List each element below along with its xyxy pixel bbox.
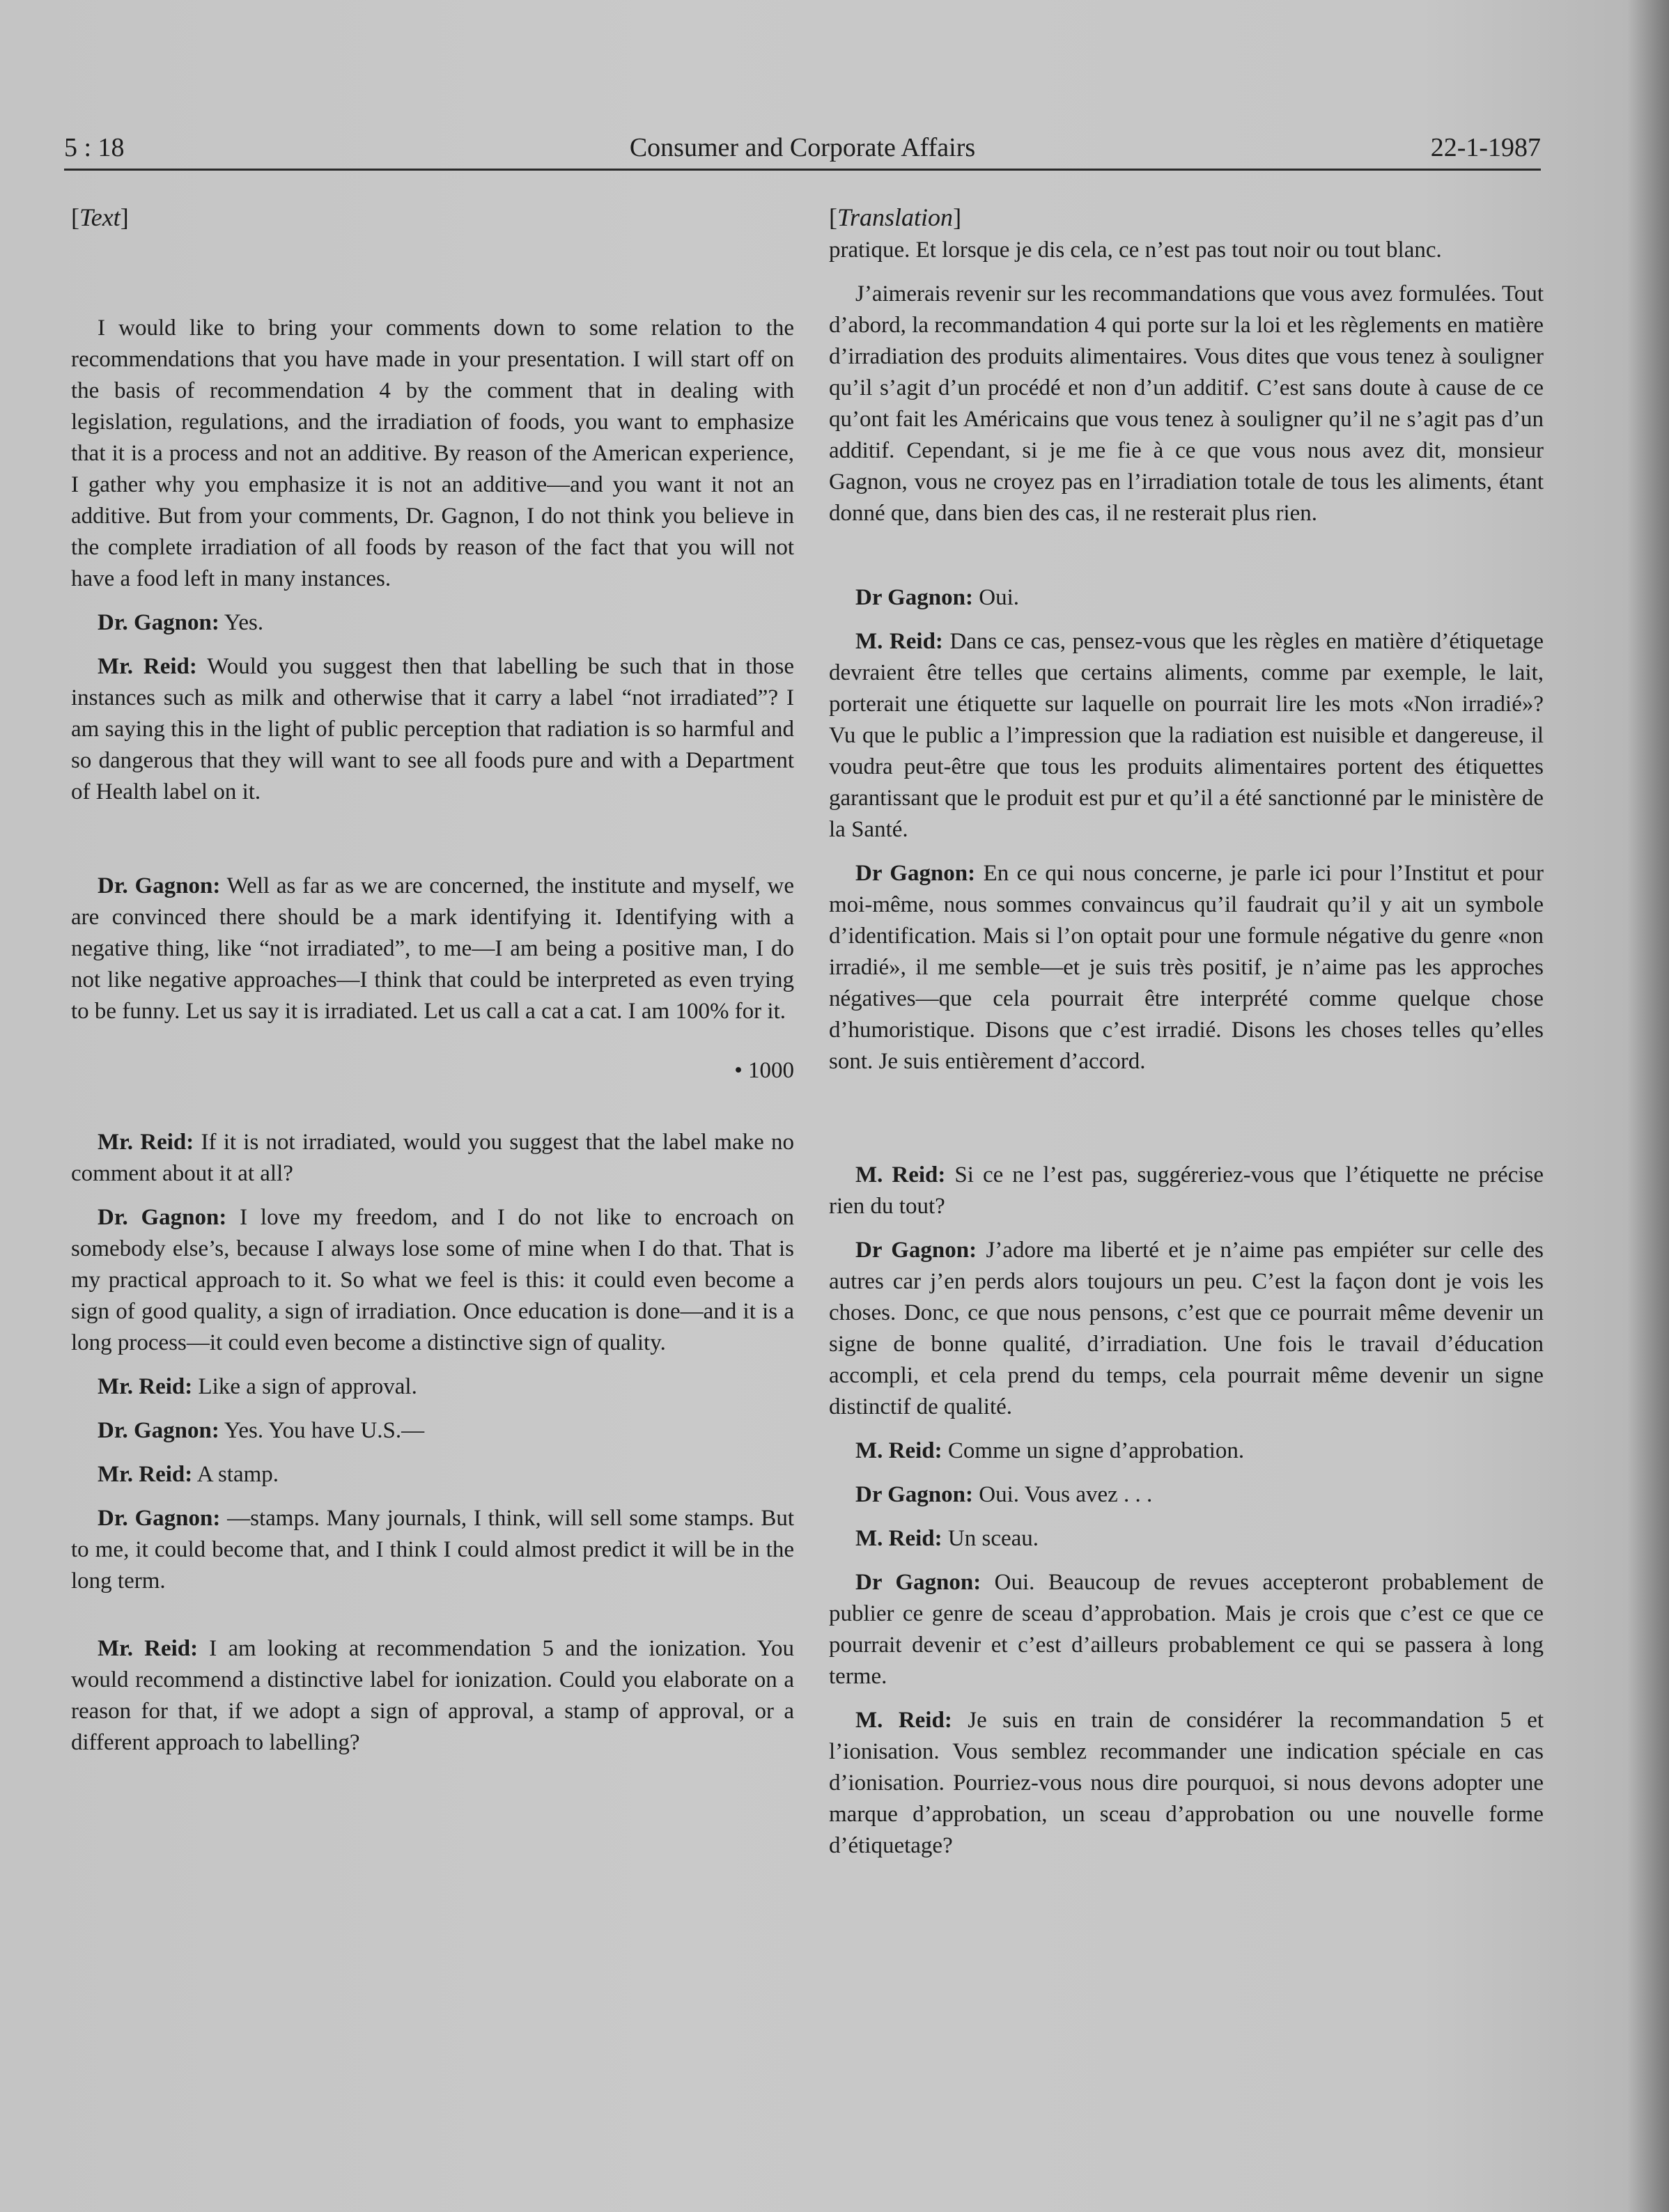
paragraph: M. Reid: Si ce ne l’est pas, suggéreriez-vous que l’étiquette ne précise rien du tout? [829,1162,1544,1219]
speaker-name: Dr Gagnon: [855,1570,981,1595]
speaker-name: M. Reid: [855,1438,942,1463]
paragraph: Dr Gagnon: J’adore ma liberté et je n’aime pas empiéter sur celle des autres car j’en perds alors toujours un peu. C’est la façon dont je vois les choses. Donc, ce que nous pensons, c’est que ce pourrait même devenir un signe de bonne qualité, d’irradiation. Une fois le travail d’éducation accompli, et cela prend du temps, cela pourrait même devenir un signe distinctif de qualité. [829,1238,1544,1419]
page-header [64,132,1541,171]
speaker-name: Dr. Gagnon: [98,1418,219,1443]
speaker-name: Dr Gagnon: [855,585,973,610]
paragraph: Dr Gagnon: Oui. [855,585,1019,610]
speaker-name: Dr. Gagnon: [98,1205,227,1230]
speaker-name: M. Reid: [855,1162,946,1187]
speaker-name: Dr Gagnon: [855,861,976,886]
text-label: [Text] [71,203,129,231]
speaker-name: Dr Gagnon: [855,1238,977,1263]
speaker-name: M. Reid: [855,1708,952,1733]
paragraph: M. Reid: Comme un signe d’approbation. [855,1438,1245,1463]
paragraph: J’aimerais revenir sur les recommandations que vous avez formulées. Tout d’abord, la recommandation 4 qui porte sur la loi et les règlements en matière d’irradiation des produits alimentaires. Vous dites que vous tenez à souligner qu’il s’agit d’un procédé et non d’un additif. C’est sans doute à cause de ce qu’ont fait les Américains que vous tenez à souligner qu’il ne s’agit pas d’un additif. Cependant, si je me fie à ce que vous nous avez dit, monsieur Gagnon, vous ne croyez pas en l’irradiation totale de tous les aliments, étant donné que, dans bien des cas, il ne resterait plus rien. [829,281,1544,526]
paragraph: Dr. Gagnon: Yes. [98,610,264,635]
paragraph: Mr. Reid: Would you suggest then that labelling be such that in those instances such as milk and otherwise that it carry a label “not irradiated”? I am saying this in the light of public perception that radiation is so harmful and so dangerous that they will want to see all foods pure and with a Department of Health label on it. [71,654,794,804]
paragraph: Dr Gagnon: En ce qui nous concerne, je parle ici pour l’Institut et pour moi-même, nous sommes convaincus qu’il faudrait qu’il y ait un symbole d’identification. Mais si l’on optait pour une formule négative du genre «non irradié», il me semble—et je suis très positif, je n’aime pas les approches négatives—que cela pourrait être interprété comme quelque chose d’humoristique. Disons que c’est irradié. Disons les choses telles qu’elles sont. Je suis entièrement d’accord. [829,861,1544,1074]
speaker-name: Mr. Reid: [98,1636,199,1661]
page-edge-shadow [1627,0,1669,2212]
paragraph: M. Reid: Je suis en train de considérer la recommandation 5 et l’ionisation. Vous semblez recommander une indication spéciale en cas d’ionisation. Pourriez-vous nous dire pourquoi, si nous devons adopter une marque d’approbation, un sceau d’approbation ou une nouvelle forme d’étiquetage? [829,1708,1544,1858]
translation-label: [Translation] [829,203,962,231]
paragraph: Mr. Reid: I am looking at recommendation 5 and the ionization. You would recommend a distinctive label for ionization. Could you elaborate on a reason for that, if we adopt a sign of approval, a stamp of approval, or a different approach to labelling? [71,1636,794,1755]
speaker-name: Dr. Gagnon: [98,1506,221,1531]
paragraph: Dr. Gagnon: Yes. You have U.S.— [98,1418,425,1443]
paragraph: Mr. Reid: If it is not irradiated, would you suggest that the label make no comment about it at all? [71,1130,794,1186]
speaker-name: Mr. Reid: [98,654,197,679]
paragraph: Dr. Gagnon: —stamps. Many journals, I think, will sell some stamps. But to me, it could become that, and I think I could almost predict it will be in the long term. [71,1506,795,1594]
paragraph: I would like to bring your comments down to some relation to the recommendations that you have made in your presentation. I will start off on the basis of recommendation 4 by the comment that in dealing with legislation, regulations, and the irradiation of foods, you want to emphasize that it is a process and not an additive. By reason of the American experience, I gather why you emphasize it is not an additive—and you want it not an additive. But from your comments, Dr. Gagnon, I do not think you believe in the complete irradiation of all foods by reason of the fact that you will not have a food left in many instances. [71,316,794,591]
continuation-paragraph: pratique. Et lorsque je dis cela, ce n’est pas tout noir ou tout blanc. [829,237,1442,263]
speaker-name: Mr. Reid: [98,1130,194,1155]
speaker-name: Dr Gagnon: [855,1482,973,1507]
committee-title: Consumer and Corporate Affairs [629,133,976,162]
paragraph: Dr Gagnon: Oui. Vous avez . . . [855,1482,1153,1507]
speaker-name: M. Reid: [855,1526,942,1551]
header-date: 22-1-1987 [1430,133,1541,162]
english-column [71,202,794,1774]
page-number: 5 : 18 [64,133,125,162]
speaker-name: Dr. Gagnon: [98,873,221,898]
paragraph: Dr. Gagnon: Well as far as we are concerned, the institute and myself, we are convinced there should be a mark identifying it. Identifying with a negative thing, like “not irradiated”, to me—I am being a positive man, I do not like negative approaches—I think that could be interpreted as even trying to be funny. Let us say it is irradiated. Let us call a cat a cat. I am 100% for it. [71,873,794,1024]
paragraph: M. Reid: Dans ce cas, pensez-vous que les règles en matière d’étiquetage devraient être telles que certains aliments, comme par exemple, le lait, porterait une étiquette sur laquelle on pourrait lire les mots «Non irradié»? Vu que le public a l’impression que la radiation est nuisible et dangereuse, il voudra peut-être que tous les produits alimentaires portent des étiquettes garantissant que le produit est pur et qu’il a été sanctionné par le ministère de la Santé. [829,629,1544,842]
paragraph: Dr. Gagnon: I love my freedom, and I do not like to encroach on somebody else’s, because I always lose some of mine when I do that. That is my practical approach to it. So what we feel is this: it could even become a sign of good quality, a sign of irradiation. Once education is done—and it is a long process—it could even become a distinctive sign of quality. [71,1205,795,1355]
speaker-name: Mr. Reid: [98,1374,193,1399]
paragraph: Mr. Reid: A stamp. [98,1462,279,1487]
french-column [829,202,1544,1877]
paragraph: M. Reid: Un sceau. [855,1526,1039,1551]
paragraph: Mr. Reid: Like a sign of approval. [98,1374,417,1399]
speaker-name: M. Reid: [855,629,943,654]
speaker-name: Dr. Gagnon: [98,610,219,635]
paragraph: Dr Gagnon: Oui. Beaucoup de revues accepteront probablement de publier ce genre de sceau d’approbation. Mais je crois que c’est ce que ce pourrait devenir et c’est d’ailleurs probablement ce qui se passera à long terme. [829,1570,1544,1689]
speaker-name: Mr. Reid: [98,1462,193,1487]
time-marker: • 1000 [734,1058,794,1083]
